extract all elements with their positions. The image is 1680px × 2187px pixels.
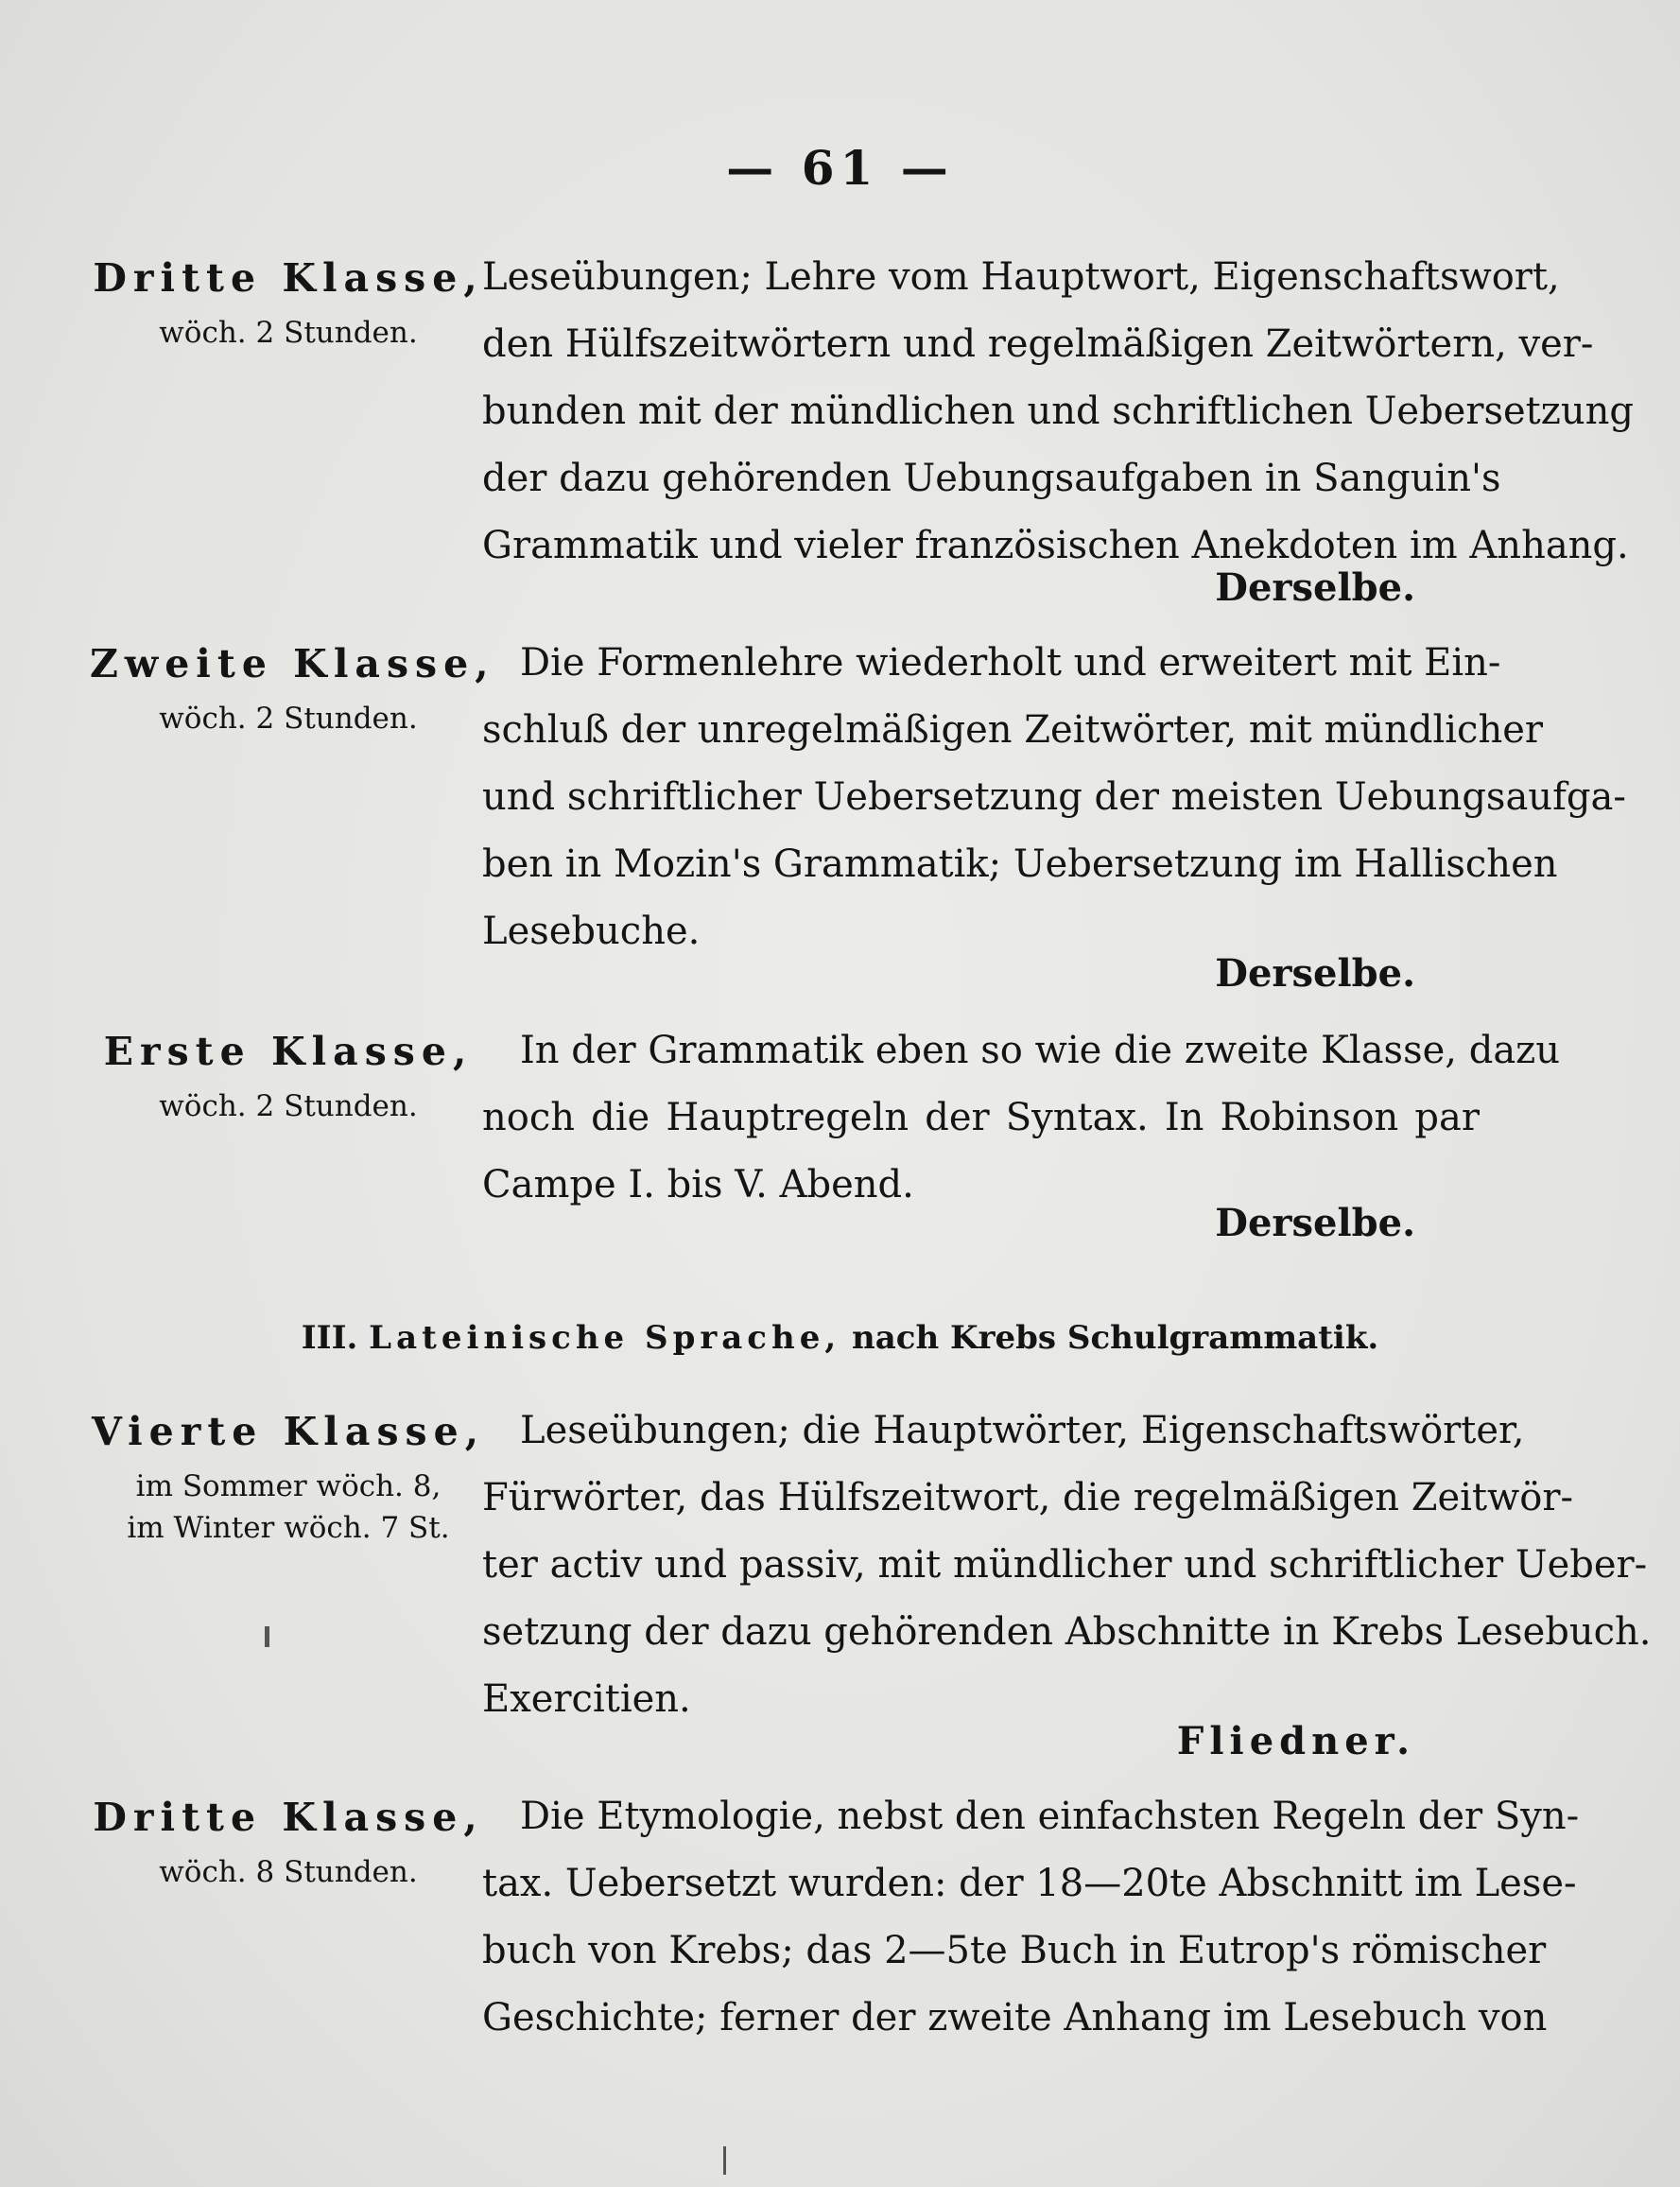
class-label-dritte-latein bbox=[90, 1783, 487, 1893]
page-number: — 61 — bbox=[726, 140, 954, 196]
text-line: buch von Krebs; das 2—5te Buch in Eutrop's römischer bbox=[482, 1929, 1547, 1972]
class-name: Zweite Klasse, bbox=[90, 641, 495, 686]
section-heading bbox=[0, 1319, 1680, 1357]
text-line: der dazu gehörenden Uebungsaufgaben in Sanguin's bbox=[482, 457, 1501, 500]
text-line: Lesebuche. bbox=[482, 910, 701, 953]
class-hours: wöch. 2 Stunden. bbox=[159, 702, 418, 736]
text-line: Die Etymologie, nebst den einfachsten Regeln der Syn- bbox=[520, 1795, 1580, 1838]
text-line: Exercitien. bbox=[482, 1677, 691, 1721]
text-line: setzung der dazu gehörenden Abschnitte in Krebs Lesebuch. bbox=[482, 1610, 1652, 1654]
print-speck bbox=[723, 2146, 726, 2175]
text-line: den Hülfszeitwörtern und regelmäßigen Zeitwörtern, ver- bbox=[482, 322, 1594, 366]
entry-text-dritte-latein bbox=[482, 1783, 1580, 2052]
class-label-vierte-latein bbox=[90, 1397, 487, 1549]
class-hours: wöch. 2 Stunden. bbox=[159, 1089, 418, 1123]
text-line: Fürwörter, das Hülfszeitwort, die regelmäßigen Zeitwör- bbox=[482, 1476, 1573, 1519]
entry-text-vierte-latein bbox=[482, 1397, 1652, 1733]
text-line: In der Grammatik eben so wie die zweite Klasse, dazu bbox=[520, 1029, 1560, 1072]
class-hours: im Winter wöch. 7 St. bbox=[127, 1511, 450, 1545]
class-hours: im Sommer wöch. 8, bbox=[135, 1469, 442, 1503]
class-label-dritte-franz bbox=[90, 244, 487, 354]
class-name: Dritte Klasse, bbox=[93, 255, 484, 301]
teacher-name: Derselbe. bbox=[1215, 951, 1415, 996]
class-name: Erste Klasse, bbox=[103, 1029, 474, 1074]
section-rest: nach Krebs Schulgrammatik. bbox=[852, 1319, 1379, 1357]
text-line: tax. Uebersetzt wurden: der 18—20te Abschnitt im Lese- bbox=[482, 1862, 1577, 1905]
entry-text-erste-franz bbox=[482, 1017, 1560, 1219]
text-line: und schriftlicher Uebersetzung der meisten Uebungsaufga- bbox=[482, 775, 1626, 819]
text-line: noch die Hauptregeln der Syntax. In Robinson par bbox=[482, 1096, 1480, 1139]
section-title: Lateinische Sprache, bbox=[369, 1319, 841, 1357]
teacher-name: Derselbe. bbox=[1215, 1201, 1415, 1245]
text-line: bunden mit der mündlichen und schriftlichen Uebersetzung bbox=[482, 390, 1634, 433]
text-line: Geschichte; ferner der zweite Anhang im Lesebuch von bbox=[482, 1996, 1548, 2039]
class-hours: wöch. 8 Stunden. bbox=[159, 1855, 418, 1889]
teacher-name: Fliedner. bbox=[1176, 1719, 1415, 1763]
class-label-erste-franz bbox=[90, 1017, 487, 1127]
section-numeral: III. bbox=[301, 1319, 358, 1357]
class-label-zweite-franz bbox=[90, 630, 495, 739]
entry-text-dritte-franz bbox=[482, 244, 1634, 580]
text-line: ter activ und passiv, mit mündlicher und schriftlicher Ueber- bbox=[482, 1543, 1648, 1587]
text-line: schluß der unregelmäßigen Zeitwörter, mit mündlicher bbox=[482, 708, 1544, 752]
text-line: Die Formenlehre wiederholt und erweitert mit Ein- bbox=[520, 641, 1501, 685]
class-hours: wöch. 2 Stunden. bbox=[159, 316, 418, 350]
entry-text-zweite-franz bbox=[482, 630, 1626, 965]
text-line: Leseübungen; die Hauptwörter, Eigenschaftswörter, bbox=[520, 1409, 1525, 1452]
teacher-name: Derselbe. bbox=[1215, 565, 1415, 610]
class-name: Vierte Klasse, bbox=[92, 1409, 485, 1454]
text-line: ben in Mozin's Grammatik; Uebersetzung im Hallischen bbox=[482, 842, 1558, 886]
text-line: Campe I. bis V. Abend. bbox=[482, 1163, 914, 1206]
class-name: Dritte Klasse, bbox=[93, 1795, 484, 1840]
text-line: Leseübungen; Lehre vom Hauptwort, Eigenschaftswort, bbox=[482, 255, 1560, 299]
text-line: Grammatik und vieler französischen Anekdoten im Anhang. bbox=[482, 524, 1629, 567]
print-speck bbox=[265, 1626, 269, 1647]
